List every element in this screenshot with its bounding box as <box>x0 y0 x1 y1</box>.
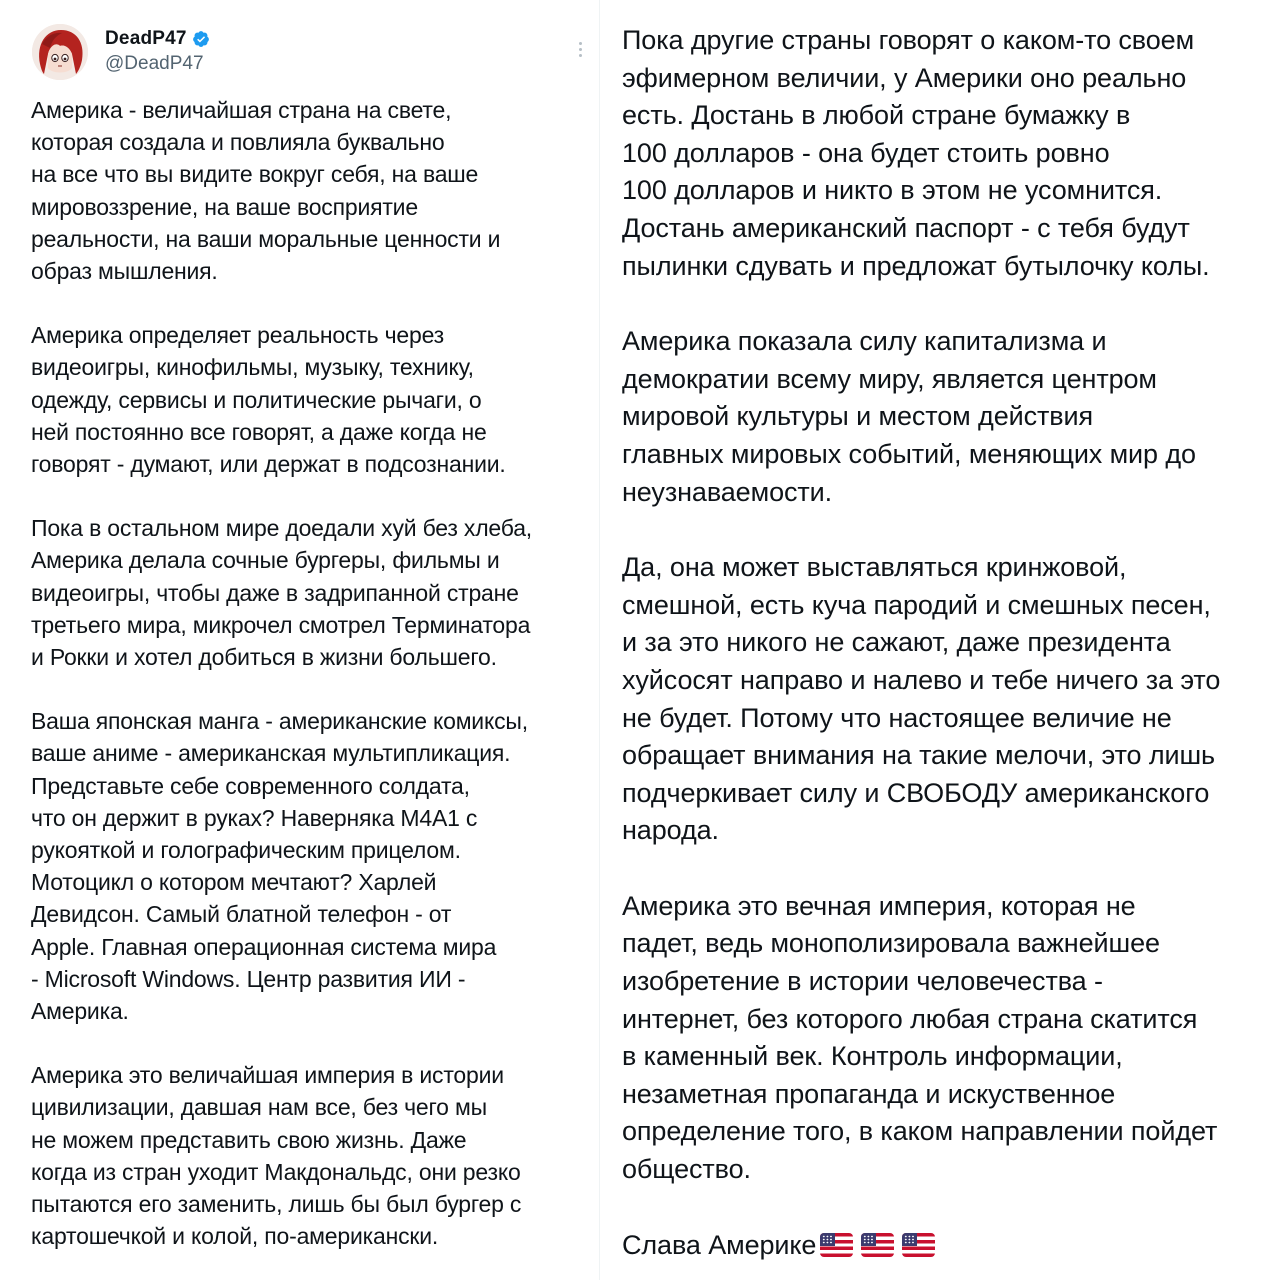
avatar-image <box>32 24 88 80</box>
display-name[interactable]: DeadP47 <box>105 28 187 49</box>
tweet-paragraph: Пока в остальном мире доедали хуй без хлеба, Америка делала сочные бургеры, фильмы и видеоигры, чтобы даже в задрипанной стране третьего мира, микрочел смотрел Терминатора и Рокки и хотел добиться в жизни большего. <box>31 515 532 671</box>
tweet-paragraph: Пока другие страны говорят о каком-то своем эфимерном величии, у Америки оно реально есть. Достань в любой стране бумажку в 100 долларов - она будет стоить ровно 100 долларов и никто в этом не усомнится. Достань американский паспорт - с тебя будут пылинки сдувать и предложат бутылочку колы. <box>622 25 1210 281</box>
tweet-text-left <box>31 94 596 1253</box>
display-name-row <box>105 28 210 50</box>
avatar[interactable] <box>32 24 88 80</box>
tweet-paragraph: Да, она может выставляться кринжовой, смешной, есть куча пародий и смешных песен, и за это никого не сажают, даже президента хуйсосят направо и налево и тебе ничего за это не будет. Потому что настоящее величие не обращает внимания на такие мелочи, это лишь подчеркивает силу и СВОБОДУ американского народа. <box>622 552 1221 846</box>
author-block <box>105 28 210 75</box>
closing-text: Слава Америке <box>622 1229 817 1260</box>
more-dot-icon <box>579 48 582 51</box>
tweet-paragraph: Америка показала силу капитализма и демократии всему миру, является центром мировой культуры и местом действия главных мировых событий, меняющих мир до неузнаваемости. <box>622 326 1196 507</box>
author-handle[interactable]: @DeadP47 <box>105 53 204 74</box>
right-column <box>602 0 1280 1280</box>
tweet-paragraph: Америка определяет реальность через видеоигры, кинофильмы, музыку, технику, одежду, сервисы и политические рычаги, о ней постоянно все говорят, а даже когда не говорят - думают, или держат в подсознании. <box>31 322 506 478</box>
us-flag-icon <box>820 1233 853 1257</box>
tweet-paragraph: Америка это вечная империя, которая не падет, ведь монополизировала важнейшее изобретение в истории человечества - интернет, без которого любая страна скатится в каменный век. Контроль информации, незаметная пропаганда и искуственное определение того, в каком направлении пойдет общество. <box>622 890 1218 1185</box>
tweet-header <box>32 24 592 88</box>
flags-row <box>820 1233 935 1257</box>
tweet-paragraph: Америка - величайшая страна на свете, которая создала и повлияла буквально на все что вы видите вокруг себя, на ваше мировоззрение, на ваше восприятие реальности, на ваши моральные ценности и образ мышления. <box>31 97 501 285</box>
tweet-paragraph: Ваша японская манга - американские комиксы, ваше аниме - американская мультипликация. Представьте себе современного солдата, что он держит в руках? Наверняка M4A1 с рукояткой и голографическим прицелом. Мотоцикл о котором мечтают? Харлей Девидсон. Самый блатной телефон - от Apple. Главная операционная система мира - Microsoft Windows. Центр развития ИИ - Америка. <box>31 708 528 1025</box>
tweet-text-right <box>622 22 1274 1264</box>
left-column <box>12 0 600 1280</box>
more-dot-icon <box>579 54 582 57</box>
us-flag-icon <box>861 1233 894 1257</box>
closing-line <box>622 1227 1274 1265</box>
verified-badge-icon <box>192 30 210 48</box>
more-options-button[interactable] <box>568 36 592 62</box>
us-flag-icon <box>902 1233 935 1257</box>
more-dot-icon <box>579 42 582 45</box>
tweet-paragraph: Америка это величайшая империя в истории цивилизации, давшая нам все, без чего мы не можем представить свою жизнь. Даже когда из стран уходит Макдональдс, они резко пытаются его заменить, лишь бы был бургер с картошечкой и колой, по-американски. <box>31 1062 522 1250</box>
